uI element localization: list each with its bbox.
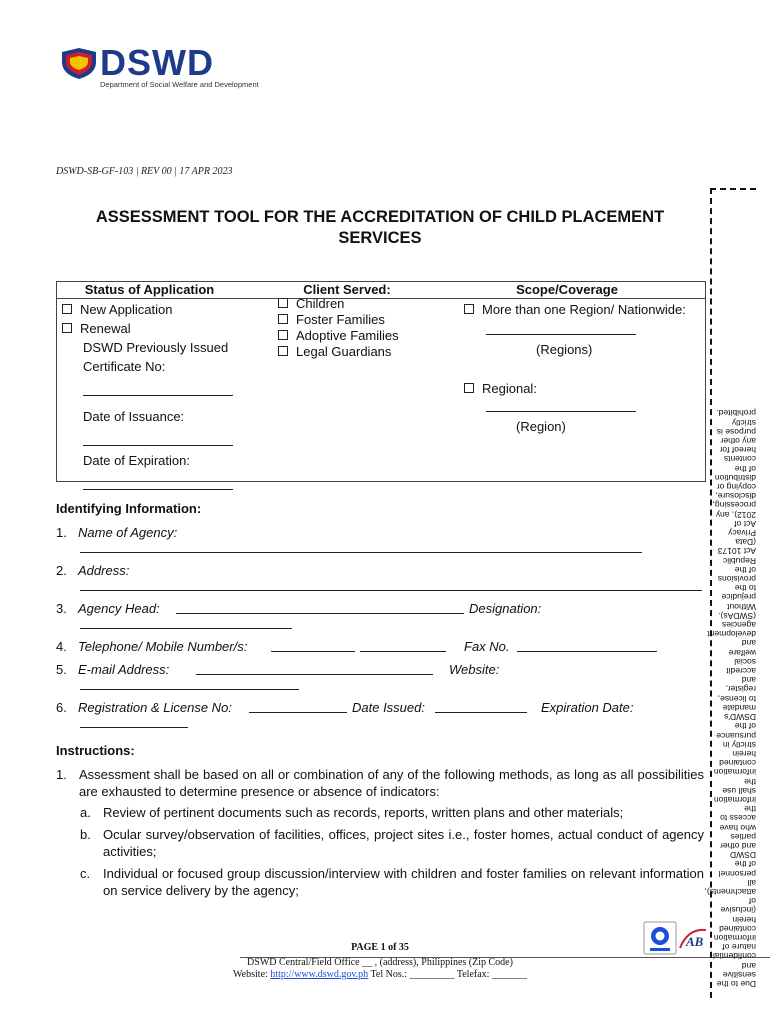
item-number: 1.	[56, 525, 67, 540]
instructions-heading: Instructions:	[56, 743, 135, 758]
address-field[interactable]	[80, 590, 702, 591]
email-label	[56, 661, 169, 678]
logo-wordmark: DSWD	[100, 42, 214, 83]
option-legal-guardians[interactable]	[278, 344, 448, 360]
option-label: More than one Region/ Nationwide:	[482, 302, 686, 317]
certificate-number-field[interactable]	[83, 382, 252, 401]
page-footer	[60, 942, 700, 981]
item-letter: c.	[80, 866, 91, 881]
checkbox[interactable]	[278, 314, 288, 324]
checkbox[interactable]	[278, 346, 288, 356]
option-label: Foster Families	[296, 312, 385, 327]
option-children[interactable]	[278, 296, 448, 312]
date-issued-label: Date Issued:	[352, 700, 425, 715]
date-issued-field[interactable]	[435, 712, 527, 713]
svg-text:AB: AB	[686, 934, 704, 949]
label-text: Telephone/ Mobile Number/s:	[78, 639, 248, 654]
option-renewal[interactable]	[62, 319, 252, 338]
status-header: Status of Application	[84, 282, 215, 297]
item-number: 2.	[56, 563, 67, 578]
label-text: Name of Agency:	[78, 525, 178, 540]
fax-label: Fax No.	[464, 639, 510, 654]
expiration-date-field[interactable]	[80, 727, 188, 728]
email-field[interactable]	[196, 674, 433, 675]
client-header: Client Served:	[303, 282, 391, 297]
checkbox[interactable]	[278, 298, 288, 308]
designation-label: Designation:	[469, 601, 542, 616]
item-number: 4.	[56, 639, 67, 654]
instruction-1a	[80, 804, 704, 821]
logo-subtitle: Department of Social Welfare and Development	[100, 80, 259, 89]
instruction-text: Individual or focused group discussion/interview with children and foster families on relevant information on service delivery by the agency;	[103, 866, 704, 898]
instruction-text: Assessment shall be based on all or combination of any of the following methods, as long as all possibilities are exhausted to determine presence or absence of indicators:	[79, 767, 704, 799]
scope-column	[464, 300, 702, 436]
page-number: PAGE 1 of 35	[351, 942, 409, 953]
label-text: Agency Head:	[78, 601, 160, 616]
option-more-than-one-region[interactable]	[464, 300, 702, 319]
instruction-text: Ocular survey/observation of facilities, offices, project sites i.e., foster homes, actual conduct of agency activities;	[103, 827, 704, 859]
regions-field[interactable]	[486, 321, 702, 340]
expiration-date-label: Expiration Date:	[541, 700, 634, 715]
client-column	[278, 296, 448, 360]
region-caption: (Region)	[516, 419, 566, 434]
issuance-date-field[interactable]	[83, 432, 252, 451]
telephone-field[interactable]	[271, 651, 355, 652]
telephone-line: Tel Nos.: _________ Telefax: _______	[370, 969, 527, 980]
option-regional[interactable]	[464, 379, 702, 398]
item-number: 5.	[56, 662, 67, 677]
mobile-field[interactable]	[360, 651, 446, 652]
scope-header: Scope/Coverage	[516, 282, 618, 297]
registration-field[interactable]	[249, 712, 347, 713]
dswd-emblem-icon	[60, 46, 98, 80]
expiration-label: Date of Expiration:	[83, 453, 190, 468]
option-new-application[interactable]	[62, 300, 252, 319]
agency-head-field[interactable]	[176, 613, 464, 614]
checkbox[interactable]	[62, 323, 72, 333]
agency-head-label	[56, 600, 160, 617]
checkbox[interactable]	[464, 304, 474, 314]
fax-field[interactable]	[517, 651, 657, 652]
page-title: ASSESSMENT TOOL FOR THE ACCREDITATION OF CHILD PLACEMENT SERVICES	[95, 208, 665, 247]
item-number: 3.	[56, 601, 67, 616]
website-link[interactable]: http://www.dswd.gov.ph	[270, 969, 369, 980]
item-letter: a.	[80, 805, 91, 820]
telephone-label	[56, 638, 247, 655]
option-label: Regional:	[482, 381, 537, 396]
option-foster-families[interactable]	[278, 312, 448, 328]
office-address: DSWD Central/Field Office __ , (address), Philippines (Zip Code)	[247, 957, 513, 968]
agency-name-field[interactable]	[80, 552, 642, 553]
confidentiality-strip	[704, 188, 756, 998]
confidentiality-notice: Due to the sensitive and confidential nature of information contained herein (inclusive of attachments), all personnel of the DSWD and other parties who have access to the information shall use the information contained herein strictly in pursuance of the DSWD's mandate to license, register, and accredit social welfare and development agencies (SWDAs). Without prejudice to the provisions of the Republic Act 10173 (Data Privacy Act of 2012), any processing, disclosure, copying or distribution of the contents hereof for any other purpose is strictly prohibited.	[704, 408, 756, 989]
website-field[interactable]	[80, 689, 299, 690]
checkbox[interactable]	[62, 304, 72, 314]
instruction-1b	[80, 826, 704, 860]
label-text: E-mail Address:	[78, 662, 170, 677]
checkbox[interactable]	[464, 383, 474, 393]
checkbox[interactable]	[278, 330, 288, 340]
region-field[interactable]	[486, 398, 702, 417]
status-table	[56, 281, 706, 482]
expiration-date-field[interactable]	[83, 476, 252, 495]
instruction-text: Review of pertinent documents such as records, reports, written plans and other materials;	[103, 805, 624, 820]
website-label: Website:	[449, 662, 500, 677]
instruction-1c	[80, 865, 704, 899]
designation-field[interactable]	[80, 628, 292, 629]
document-id: DSWD-SB-GF-103 | REV 00 | 17 APR 2023	[56, 166, 233, 177]
issuance-label: Date of Issuance:	[83, 409, 185, 424]
option-label: Children	[296, 296, 345, 311]
item-number: 6.	[56, 700, 67, 715]
status-column	[62, 300, 252, 495]
label-text: Registration & License No:	[78, 700, 232, 715]
option-label: New Application	[80, 302, 173, 317]
option-label: Renewal	[80, 321, 131, 336]
dswd-logo	[60, 42, 259, 92]
instruction-1	[56, 766, 704, 800]
identifying-heading: Identifying Information:	[56, 501, 202, 516]
contact-line	[60, 969, 700, 981]
label-text: Address:	[78, 563, 130, 578]
website-label: Website:	[233, 969, 268, 980]
item-number: 1.	[56, 767, 67, 782]
registration-label	[56, 699, 232, 716]
previous-certificate-label: DSWD Previously Issued Certificate No:	[83, 340, 229, 374]
item-letter: b.	[80, 827, 91, 842]
address-label	[56, 562, 129, 579]
option-label: Legal Guardians	[296, 344, 392, 359]
agency-name-label	[56, 524, 177, 541]
option-adoptive-families[interactable]	[278, 328, 448, 344]
regions-caption: (Regions)	[536, 342, 593, 357]
option-label: Adoptive Families	[296, 328, 399, 343]
